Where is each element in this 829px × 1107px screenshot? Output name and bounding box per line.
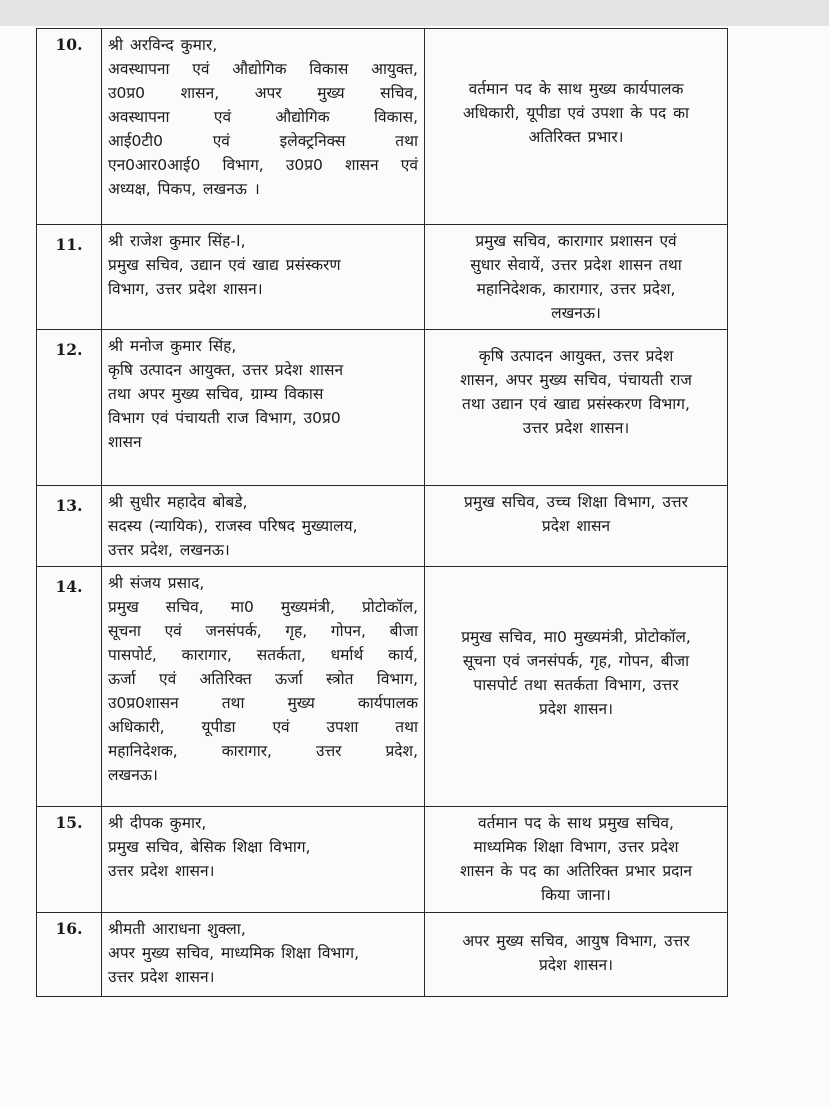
officer-line: आई0टी0 एवं इलेक्ट्रनिक्स तथा (108, 132, 418, 150)
officer-current-post (102, 225, 425, 330)
officer-line: श्री संजय प्रसाद, (108, 574, 205, 592)
posting-line: सूचना एवं जनसंपर्क, गृह, गोपन, बीजा (462, 652, 690, 670)
officer-line: श्री अरविन्द कुमार, (108, 36, 218, 54)
posting-line: माध्यमिक शिक्षा विभाग, उत्तर प्रदेश (473, 838, 679, 856)
officer-line: उत्तर प्रदेश शासन। (108, 968, 215, 986)
officer-current-post (102, 567, 425, 807)
officer-line: उ0प्र0शासन तथा मुख्य कार्यपालक (108, 694, 418, 712)
officer-line: एन0आर0आई0 विभाग, उ0प्र0 शासन एवं (108, 156, 418, 174)
officer-line: उ0प्र0 शासन, अपर मुख्य सचिव, (108, 84, 418, 102)
serial-number: 10. (37, 29, 102, 225)
transfer-orders-table (36, 28, 728, 997)
new-posting (425, 29, 728, 225)
posting-line: तथा उद्यान एवं खाद्य प्रसंस्करण विभाग, (462, 395, 690, 413)
serial-number: 15. (37, 807, 102, 913)
officer-line: अवस्थापना एवं औद्योगिक विकास आयुक्त, (108, 60, 418, 78)
posting-line: प्रमुख सचिव, मा0 मुख्यमंत्री, प्रोटोकॉल, (461, 628, 691, 646)
table-row (37, 225, 728, 330)
posting-line: उत्तर प्रदेश शासन। (522, 419, 630, 437)
posting-line: वर्तमान पद के साथ प्रमुख सचिव, (478, 814, 674, 832)
officer-current-post (102, 486, 425, 567)
posting-line: अपर मुख्य सचिव, आयुष विभाग, उत्तर (462, 932, 690, 950)
officer-line: सूचना एवं जनसंपर्क, गृह, गोपन, बीजा (108, 622, 418, 640)
officer-line: कृषि उत्पादन आयुक्त, उत्तर प्रदेश शासन (108, 361, 344, 379)
officer-line: अवस्थापना एवं औद्योगिक विकास, (108, 108, 418, 126)
officer-line: विभाग, उत्तर प्रदेश शासन। (108, 280, 263, 298)
table-row (37, 807, 728, 913)
viewer-top-bar (0, 0, 829, 27)
posting-line: वर्तमान पद के साथ मुख्य कार्यपालक (468, 80, 684, 98)
posting-line: कृषि उत्पादन आयुक्त, उत्तर प्रदेश (478, 347, 674, 365)
document-page (0, 26, 829, 1107)
posting-line: लखनऊ। (551, 304, 601, 322)
officer-line: श्री सुधीर महादेव बोबडे, (108, 493, 248, 511)
posting-line: शासन के पद का अतिरिक्त प्रभार प्रदान (460, 862, 692, 880)
table-row (37, 486, 728, 567)
posting-line: प्रमुख सचिव, उच्च शिक्षा विभाग, उत्तर (464, 493, 688, 511)
posting-line: अधिकारी, यूपीडा एवं उपशा के पद का (462, 104, 690, 122)
new-posting (425, 225, 728, 330)
officer-line: शासन (108, 433, 142, 451)
officer-line: प्रमुख सचिव, उद्यान एवं खाद्य प्रसंस्करण (108, 256, 341, 274)
table-row (37, 29, 728, 225)
officer-line: पासपोर्ट, कारागार, सतर्कता, धर्मार्थ कार्य, (108, 646, 418, 664)
officer-line: श्री दीपक कुमार, (108, 814, 207, 832)
officer-line: तथा अपर मुख्य सचिव, ग्राम्य विकास (108, 385, 324, 403)
new-posting (425, 567, 728, 807)
officer-line: महानिदेशक, कारागार, उत्तर प्रदेश, (108, 742, 418, 760)
officer-line: उत्तर प्रदेश शासन। (108, 862, 215, 880)
posting-line: सुधार सेवायें, उत्तर प्रदेश शासन तथा (470, 256, 682, 274)
posting-line: प्रदेश शासन (541, 517, 611, 535)
serial-number: 11. (37, 225, 102, 330)
new-posting (425, 330, 728, 486)
officer-current-post (102, 807, 425, 913)
table-row (37, 330, 728, 486)
officer-line: अधिकारी, यूपीडा एवं उपशा तथा (108, 718, 418, 736)
officer-line: लखनऊ। (108, 766, 158, 784)
officer-line: श्री मनोज कुमार सिंह, (108, 337, 237, 355)
new-posting (425, 486, 728, 567)
officer-current-post (102, 330, 425, 486)
new-posting (425, 807, 728, 913)
posting-line: किया जाना। (541, 886, 611, 904)
officer-line: विभाग एवं पंचायती राज विभाग, उ0प्र0 (108, 409, 341, 427)
officer-current-post (102, 913, 425, 997)
officer-line: अध्यक्ष, पिकप, लखनऊ । (108, 180, 260, 198)
table-row (37, 913, 728, 997)
posting-line: महानिदेशक, कारागार, उत्तर प्रदेश, (476, 280, 676, 298)
officer-current-post (102, 29, 425, 225)
posting-line: प्रदेश शासन। (538, 700, 614, 718)
table-row (37, 567, 728, 807)
officer-line: अपर मुख्य सचिव, माध्यमिक शिक्षा विभाग, (108, 944, 359, 962)
new-posting (425, 913, 728, 997)
officer-line: प्रमुख सचिव, मा0 मुख्यमंत्री, प्रोटोकॉल, (108, 598, 418, 616)
posting-line: पासपोर्ट तथा सतर्कता विभाग, उत्तर (473, 676, 679, 694)
officer-line: श्री राजेश कुमार सिंह-I, (108, 232, 246, 250)
officer-line: उत्तर प्रदेश, लखनऊ। (108, 541, 230, 559)
posting-line: प्रदेश शासन। (538, 956, 614, 974)
posting-line: अतिरिक्त प्रभार। (528, 128, 624, 146)
serial-number: 12. (37, 330, 102, 486)
serial-number: 16. (37, 913, 102, 997)
serial-number: 14. (37, 567, 102, 807)
officer-line: प्रमुख सचिव, बेसिक शिक्षा विभाग, (108, 838, 311, 856)
officer-line: सदस्य (न्यायिक), राजस्व परिषद मुख्यालय, (108, 517, 358, 535)
posting-line: प्रमुख सचिव, कारागार प्रशासन एवं (475, 232, 677, 250)
officer-line: ऊर्जा एवं अतिरिक्त ऊर्जा स्त्रोत विभाग, (108, 670, 418, 688)
officer-line: श्रीमती आराधना शुक्ला, (108, 920, 246, 938)
posting-line: शासन, अपर मुख्य सचिव, पंचायती राज (460, 371, 692, 389)
serial-number: 13. (37, 486, 102, 567)
